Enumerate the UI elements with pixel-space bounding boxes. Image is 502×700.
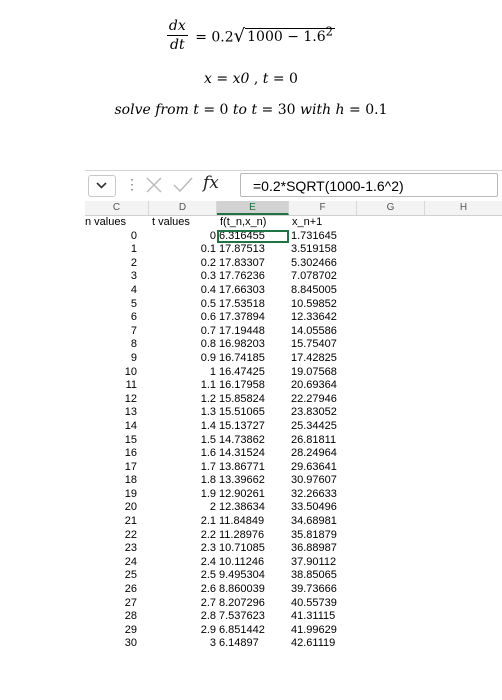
cell-f[interactable]: 14.31524 [219,447,265,460]
fraction-numerator: dx [168,18,186,34]
cell-n[interactable]: 16 [124,447,137,460]
table-row [85,501,502,515]
insert-function-icon[interactable]: fx [203,173,219,193]
cell-t[interactable]: 2.2 [200,528,216,541]
cell-t[interactable]: 1.3 [200,406,216,419]
column-header-c[interactable]: C [85,201,149,215]
cell-t[interactable]: 0.5 [200,297,216,310]
cell-t[interactable]: 1.5 [200,433,216,446]
cell-f[interactable]: 14.73862 [219,433,265,446]
cell-x[interactable]: 19.07568 [291,365,337,378]
cell-x[interactable]: 41.31115 [291,610,336,623]
cell-x[interactable]: 26.81811 [291,433,337,446]
cell-n[interactable]: 13 [124,406,137,419]
cell-n[interactable]: 7 [130,324,137,337]
cell-f[interactable]: 11.28976 [219,528,265,541]
rhs-prefix: = 0.2 [195,29,234,46]
active-cell[interactable]: 6.316455 [217,230,289,244]
cell-n[interactable]: 4 [130,283,137,296]
cell-f[interactable]: 17.83307 [219,256,265,269]
more-options-icon[interactable]: ⋮ [125,176,139,192]
table-row [85,637,502,651]
table-row [85,488,502,502]
cell-f[interactable]: 9.495304 [219,569,265,582]
name-box-dropdown[interactable] [88,175,116,197]
header-row [85,216,502,230]
cell-t[interactable]: 1.2 [200,392,216,405]
cell-x[interactable]: 28.24964 [291,447,337,460]
header-f-values[interactable]: f(t_n,x_n) [220,216,267,228]
table-row [85,298,502,312]
table-row [85,243,502,257]
column-headers [85,201,502,216]
cell-t[interactable]: 2 [209,501,216,514]
cell-x[interactable]: 40.55739 [291,596,337,609]
table-row [85,338,502,352]
cell-f[interactable]: 11.84849 [219,515,265,528]
solve-t2: t [251,102,258,118]
solve-instruction [0,101,502,119]
cell-x[interactable]: 15.75407 [291,338,337,351]
column-header-e[interactable]: E [217,201,289,215]
table-row [85,447,502,461]
cell-n[interactable]: 8 [130,338,137,351]
cell-x[interactable]: 1.731645 [291,229,337,242]
cell-n[interactable]: 25 [124,569,137,582]
cell-t[interactable]: 0.3 [200,270,216,283]
cell-x[interactable]: 35.81879 [291,528,337,541]
cell-x[interactable]: 39.73666 [291,583,337,596]
cell-t[interactable]: 0 [209,229,216,242]
radicand-text: 1000 − 1.6 [247,29,326,46]
cell-n[interactable]: 29 [124,623,137,636]
cell-t[interactable]: 2.4 [200,555,216,568]
cell-n[interactable]: 19 [124,487,137,500]
cell-x[interactable]: 8.845005 [291,283,337,296]
table-row [85,379,502,393]
ic-sep: , [253,71,259,87]
cell-t[interactable]: 2.7 [200,596,216,609]
column-header-f[interactable]: F [289,201,357,215]
table-row [85,515,502,529]
table-row [85,434,502,448]
cell-f[interactable]: 8.860039 [219,583,265,596]
table-row [85,311,502,325]
cell-x[interactable]: 34.68981 [291,515,337,528]
cell-f[interactable]: 15.13727 [219,419,265,432]
table-row [85,352,502,366]
data-rows [85,230,502,651]
column-header-d[interactable]: D [149,201,217,215]
cell-n[interactable]: 11 [125,379,137,392]
table-row [85,393,502,407]
cell-n[interactable]: 23 [124,542,137,555]
cell-f[interactable]: 10.11246 [219,555,265,568]
ode-equation [0,18,502,64]
cell-t[interactable]: 0.8 [200,338,216,351]
cell-t[interactable]: 3 [209,637,216,650]
cell-n[interactable]: 24 [124,555,137,568]
cell-x[interactable]: 17.42825 [291,351,337,364]
column-header-h[interactable]: H [459,202,468,213]
cell-f[interactable]: 16.17958 [219,379,265,392]
spreadsheet-grid [85,201,502,651]
cell-t[interactable]: 0.6 [200,311,216,324]
sqrt-radicand [245,24,335,46]
cell-t[interactable]: 2.8 [200,610,216,623]
cell-n[interactable]: 5 [130,297,137,310]
cell-x[interactable]: 37.90112 [291,555,337,568]
cell-f[interactable]: 6.14897 [219,637,259,650]
cell-n[interactable]: 10 [124,365,137,378]
table-row [85,474,502,488]
fraction-denominator: dt [170,37,185,53]
cell-n[interactable]: 26 [124,583,137,596]
cell-f[interactable]: 7.537623 [219,610,265,623]
table-row [85,624,502,638]
cell-n[interactable]: 12 [124,392,137,405]
cell-n[interactable]: 9 [130,351,137,364]
cell-t[interactable]: 0.9 [200,351,216,364]
cell-t[interactable]: 1.8 [200,474,216,487]
cell-x[interactable]: 41.99629 [291,623,337,636]
cell-f[interactable]: 17.37894 [219,311,265,324]
solve-text-a: solve from [114,102,189,118]
cell-n[interactable]: 17 [124,460,137,473]
table-row [85,569,502,583]
chevron-down-icon [96,182,107,189]
cell-x[interactable]: 36.88987 [291,542,337,555]
cell-n[interactable]: 6 [130,311,137,324]
cell-n[interactable]: 27 [124,596,137,609]
cell-t[interactable]: 0.7 [200,324,216,337]
cell-n[interactable]: 28 [124,610,137,623]
cell-x[interactable]: 14.05586 [291,324,337,337]
solve-t1: t [193,102,199,118]
sqrt-symbol: √ [233,25,246,47]
table-row [85,420,502,434]
solve-h: h [335,102,345,118]
cell-t[interactable]: 1.9 [200,487,216,500]
table-row [85,406,502,420]
cell-n[interactable]: 1 [130,243,137,256]
cell-f[interactable]: 12.90261 [219,487,265,500]
cell-t[interactable]: 1 [209,365,216,378]
cell-x[interactable]: 38.85065 [291,569,337,582]
cell-n[interactable]: 30 [124,637,137,650]
cell-x[interactable]: 33.50496 [291,501,337,514]
cell-t[interactable]: 1.7 [200,460,216,473]
cell-t[interactable]: 2.1 [200,515,216,528]
cell-f[interactable]: 13.39662 [219,474,265,487]
cell-f[interactable]: 10.71085 [219,542,265,555]
equation-rhs [195,25,335,47]
cell-t[interactable]: 2.3 [200,542,216,555]
table-row [85,284,502,298]
cell-f[interactable]: 17.19448 [219,324,265,337]
cell-t[interactable]: 2.6 [200,583,216,596]
cell-t[interactable]: 1.1 [200,379,216,392]
cell-f[interactable]: 13.86771 [219,460,265,473]
cell-t[interactable]: 1.6 [200,447,216,460]
cell-f[interactable]: 15.85824 [219,392,265,405]
table-row [85,529,502,543]
cell-f[interactable]: 8.207296 [219,596,265,609]
table-row [85,230,502,244]
derivative-fraction [167,18,188,53]
cell-f[interactable]: 17.53518 [219,297,265,310]
cell-x[interactable]: 7.078702 [291,270,337,283]
cell-x[interactable]: 20.69364 [291,379,337,392]
cell-t[interactable]: 0.1 [200,243,216,256]
cell-n[interactable]: 0 [130,229,137,242]
table-row [85,583,502,597]
cell-f[interactable]: 12.38634 [219,501,265,514]
header-t-values[interactable]: t values [152,216,190,228]
cell-x[interactable]: 10.59852 [291,297,337,310]
checkmark-icon[interactable] [171,175,195,195]
solve-eq2: = 30 [261,102,296,118]
cell-n[interactable]: 20 [124,501,137,514]
ic-eq1: = [216,71,233,87]
formula-input[interactable]: =0.2*SQRT(1000-1.6^2) [240,173,498,197]
cell-x[interactable]: 32.26633 [291,487,337,500]
table-row [85,610,502,624]
column-header-g[interactable]: G [357,201,425,215]
initial-condition [0,70,502,88]
cell-n[interactable]: 18 [124,474,137,487]
formula-bar [85,170,502,202]
cell-n[interactable]: 21 [124,515,137,528]
cell-t[interactable]: 1.4 [200,419,216,432]
table-row [85,366,502,380]
table-row [85,556,502,570]
solve-with: with [299,102,332,118]
cell-t[interactable]: 2.9 [200,623,216,636]
cell-f[interactable]: 17.76236 [219,270,265,283]
cell-f[interactable]: 17.66303 [219,283,265,296]
cell-n[interactable]: 14 [124,419,137,432]
header-n-values[interactable]: n values [85,216,126,228]
table-row [85,461,502,475]
solve-eq3: = 0.1 [349,102,388,118]
ic-t: t [262,71,269,87]
cell-x[interactable]: 42.61119 [291,637,336,650]
table-row [85,597,502,611]
cell-x[interactable]: 3.519158 [291,243,337,256]
table-row [85,257,502,271]
cell-n[interactable]: 15 [124,433,137,446]
cell-t[interactable]: 0.4 [200,283,216,296]
cell-t[interactable]: 2.5 [200,569,216,582]
close-icon[interactable] [143,174,165,196]
cell-f[interactable]: 17.87513 [219,243,265,256]
cell-t[interactable]: 0.2 [200,256,216,269]
ic-x0: x0 [232,71,250,87]
ic-eq2: = 0 [272,71,298,87]
exponent: 2 [325,24,334,39]
cell-n[interactable]: 22 [124,528,137,541]
cell-n[interactable]: 3 [130,270,137,283]
cell-f[interactable]: 6.851442 [219,623,265,636]
cell-f[interactable]: 16.74185 [219,351,265,364]
cell-x[interactable]: 23.83052 [291,406,337,419]
table-row [85,325,502,339]
cell-x[interactable]: 30.97607 [291,474,337,487]
cell-f[interactable]: 16.98203 [219,338,265,351]
cell-x[interactable]: 12.33642 [291,311,337,324]
ic-x: x [204,71,212,87]
cell-f[interactable]: 15.51065 [219,406,265,419]
cell-f[interactable]: 16.47425 [219,365,265,378]
table-row [85,270,502,284]
solve-to: to [232,102,247,118]
solve-eq1: = 0 [203,102,229,118]
table-row [85,542,502,556]
cell-x[interactable]: 5.302466 [291,256,337,269]
header-x-values[interactable]: x_n+1 [292,216,323,228]
cell-n[interactable]: 2 [130,256,137,269]
cell-x[interactable]: 29.63641 [291,460,337,473]
cell-x[interactable]: 25.34425 [291,419,337,432]
cell-x[interactable]: 22.27946 [291,392,337,405]
